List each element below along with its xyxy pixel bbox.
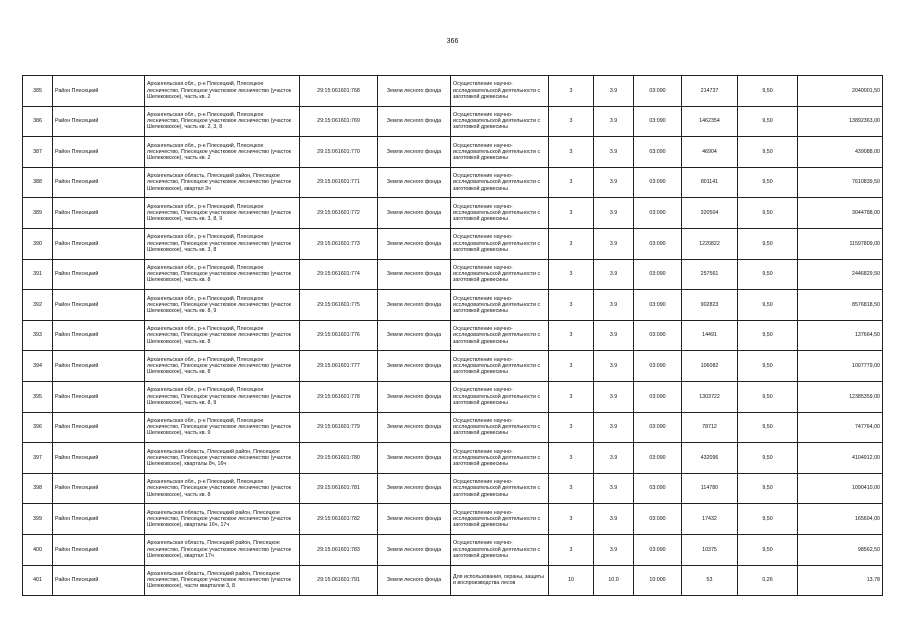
use-code-cell: 03:090 xyxy=(634,473,682,504)
page-number: 366 xyxy=(446,38,459,45)
subgroup-code-cell: 3.9 xyxy=(594,137,634,168)
cadastral-value-cell: 1090410,00 xyxy=(798,473,883,504)
table-row xyxy=(23,351,883,382)
permitted-use-cell: Осуществление научно-исследовательской деятельности с заготовкой древесины xyxy=(451,137,549,168)
area-cell: 14491 xyxy=(682,320,738,351)
rate-cell: 9,50 xyxy=(738,198,798,229)
district-cell: Район Плесецкий xyxy=(53,381,145,412)
group-code-cell: 3 xyxy=(549,137,594,168)
use-code-cell: 03:090 xyxy=(634,412,682,443)
use-code-cell: 03:090 xyxy=(634,76,682,107)
group-code-cell: 3 xyxy=(549,106,594,137)
area-cell: 801141 xyxy=(682,167,738,198)
address-cell: Архангельская обл., р-н Плесецкий, Плесецкое лесничество, Плесецкое участковое лесничество (участок Шелековское), часть кв. 2, 3, 8 xyxy=(145,106,300,137)
cadastral-number-cell: 29:15:061601:769 xyxy=(300,106,378,137)
cadastral-value-cell: 98562,50 xyxy=(798,534,883,565)
address-cell: Архангельская обл., р-н Плесецкий, Плесецкое лесничество, Плесецкое участковое лесничество (участок Шелековское), часть кв. 8 xyxy=(145,473,300,504)
use-code-cell: 03:090 xyxy=(634,443,682,474)
district-cell: Район Плесецкий xyxy=(53,504,145,535)
rate-cell: 9,50 xyxy=(738,504,798,535)
rate-cell: 9,50 xyxy=(738,473,798,504)
area-cell: 902823 xyxy=(682,290,738,321)
group-code-cell: 3 xyxy=(549,473,594,504)
area-cell: 53 xyxy=(682,565,738,596)
district-cell: Район Плесецкий xyxy=(53,473,145,504)
cadastral-value-cell: 8576818,50 xyxy=(798,290,883,321)
land-category-cell: Земли лесного фонда xyxy=(378,167,451,198)
area-cell: 1462354 xyxy=(682,106,738,137)
address-cell: Архангельская обл., р-н Плесецкий, Плесецкое лесничество, Плесецкое участковое лесничество (участок Шелековское), часть кв. 3, 8, 9 xyxy=(145,198,300,229)
district-cell: Район Плесецкий xyxy=(53,137,145,168)
table-row xyxy=(23,534,883,565)
land-category-cell: Земли лесного фонда xyxy=(378,412,451,443)
group-code-cell: 3 xyxy=(549,228,594,259)
rate-cell: 9,50 xyxy=(738,167,798,198)
area-cell: 257561 xyxy=(682,259,738,290)
subgroup-code-cell: 3.9 xyxy=(594,320,634,351)
area-cell: 78712 xyxy=(682,412,738,443)
subgroup-code-cell: 3.9 xyxy=(594,351,634,382)
table-row xyxy=(23,290,883,321)
row-number: 387 xyxy=(23,137,53,168)
row-number: 398 xyxy=(23,473,53,504)
permitted-use-cell: Осуществление научно-исследовательской деятельности с заготовкой древесины xyxy=(451,228,549,259)
cadastral-number-cell: 29:15:061601:771 xyxy=(300,167,378,198)
rate-cell: 9,50 xyxy=(738,290,798,321)
permitted-use-cell: Осуществление научно-исследовательской деятельности с заготовкой древесины xyxy=(451,351,549,382)
cadastral-value-cell: 165604,00 xyxy=(798,504,883,535)
cadastral-number-cell: 29:15:061601:768 xyxy=(300,76,378,107)
cadastral-value-cell: 7610839,50 xyxy=(798,167,883,198)
land-category-cell: Земли лесного фонда xyxy=(378,290,451,321)
cadastral-value-cell: 4104912,00 xyxy=(798,443,883,474)
address-cell: Архангельская обл., р-н Плесецкий, Плесецкое лесничество, Плесецкое участковое лесничество (участок Шелековское), часть кв. 8, 9 xyxy=(145,381,300,412)
rate-cell: 9,50 xyxy=(738,351,798,382)
subgroup-code-cell: 3.9 xyxy=(594,473,634,504)
group-code-cell: 3 xyxy=(549,381,594,412)
use-code-cell: 03:090 xyxy=(634,504,682,535)
rate-cell: 9,50 xyxy=(738,137,798,168)
table-row xyxy=(23,473,883,504)
cadastral-value-cell: 2446829,50 xyxy=(798,259,883,290)
group-code-cell: 3 xyxy=(549,76,594,107)
use-code-cell: 03:090 xyxy=(634,137,682,168)
permitted-use-cell: Осуществление научно-исследовательской деятельности с заготовкой древесины xyxy=(451,198,549,229)
area-cell: 114780 xyxy=(682,473,738,504)
cadastral-number-cell: 29:15:061601:778 xyxy=(300,381,378,412)
permitted-use-cell: Осуществление научно-исследовательской деятельности с заготовкой древесины xyxy=(451,534,549,565)
cadastral-number-cell: 29:15:061601:770 xyxy=(300,137,378,168)
row-number: 399 xyxy=(23,504,53,535)
group-code-cell: 3 xyxy=(549,320,594,351)
table-row xyxy=(23,76,883,107)
address-cell: Архангельская обл., р-н Плесецкий, Плесецкое лесничество, Плесецкое участковое лесничество (участок Шелековское), часть кв. 3, 8 xyxy=(145,228,300,259)
land-category-cell: Земли лесного фонда xyxy=(378,351,451,382)
district-cell: Район Плесецкий xyxy=(53,290,145,321)
permitted-use-cell: Осуществление научно-исследовательской деятельности с заготовкой древесины xyxy=(451,167,549,198)
row-number: 392 xyxy=(23,290,53,321)
group-code-cell: 10 xyxy=(549,565,594,596)
cadastral-value-cell: 137664,50 xyxy=(798,320,883,351)
row-number: 388 xyxy=(23,167,53,198)
cadastral-value-cell: 1007779,00 xyxy=(798,351,883,382)
group-code-cell: 3 xyxy=(549,290,594,321)
address-cell: Архангельская область, Плесецкий район, Плесецкое лесничество, Плесецкое участковое лесничество (участок Шелековское), кварталы 16ч, 17ч xyxy=(145,504,300,535)
rate-cell: 9,50 xyxy=(738,320,798,351)
use-code-cell: 10:000 xyxy=(634,565,682,596)
subgroup-code-cell: 3.9 xyxy=(594,534,634,565)
area-cell: 46904 xyxy=(682,137,738,168)
cadastral-number-cell: 29:15:061601:774 xyxy=(300,259,378,290)
cadastral-number-cell: 29:15:061601:772 xyxy=(300,198,378,229)
rate-cell: 9,50 xyxy=(738,443,798,474)
rate-cell: 9,50 xyxy=(738,412,798,443)
district-cell: Район Плесецкий xyxy=(53,412,145,443)
table-row xyxy=(23,443,883,474)
land-category-cell: Земли лесного фонда xyxy=(378,198,451,229)
area-cell: 432096 xyxy=(682,443,738,474)
area-cell: 214737 xyxy=(682,76,738,107)
permitted-use-cell: Осуществление научно-исследовательской деятельности с заготовкой древесины xyxy=(451,106,549,137)
cadastral-number-cell: 29:15:061601:791 xyxy=(300,565,378,596)
cadastral-value-cell: 747764,00 xyxy=(798,412,883,443)
use-code-cell: 03:090 xyxy=(634,381,682,412)
table-row xyxy=(23,198,883,229)
permitted-use-cell: Осуществление научно-исследовательской деятельности с заготовкой древесины xyxy=(451,76,549,107)
address-cell: Архангельская обл., р-н Плесецкий, Плесецкое лесничество, Плесецкое участковое лесничество (участок Шелековское), часть кв. 8, 9 xyxy=(145,290,300,321)
row-number: 391 xyxy=(23,259,53,290)
cadastral-number-cell: 29:15:061601:776 xyxy=(300,320,378,351)
district-cell: Район Плесецкий xyxy=(53,534,145,565)
row-number: 396 xyxy=(23,412,53,443)
address-cell: Архангельская область, Плесецкий район, Плесецкое лесничество, Плесецкое участковое лесничество (участок Шелековское), квартал 17ч xyxy=(145,534,300,565)
cadastral-value-cell: 439088,00 xyxy=(798,137,883,168)
rate-cell: 9,50 xyxy=(738,76,798,107)
group-code-cell: 3 xyxy=(549,504,594,535)
district-cell: Район Плесецкий xyxy=(53,76,145,107)
subgroup-code-cell: 3.9 xyxy=(594,290,634,321)
use-code-cell: 03:090 xyxy=(634,320,682,351)
land-category-cell: Земли лесного фонда xyxy=(378,381,451,412)
rate-cell: 0,26 xyxy=(738,565,798,596)
table-row xyxy=(23,106,883,137)
land-category-cell: Земли лесного фонда xyxy=(378,228,451,259)
area-cell: 17432 xyxy=(682,504,738,535)
table-row xyxy=(23,412,883,443)
address-cell: Архангельская область, Плесецкий район, Плесецкое лесничество, Плесецкое участковое лесничество (участок Шелековское), кварталы 8ч, 16ч xyxy=(145,443,300,474)
cadastral-number-cell: 29:15:061601:775 xyxy=(300,290,378,321)
address-cell: Архангельская обл., р-н Плесецкий, Плесецкое лесничество, Плесецкое участковое лесничество (участок Шелековское), часть кв. 2 xyxy=(145,76,300,107)
land-category-cell: Земли лесного фонда xyxy=(378,76,451,107)
row-number: 401 xyxy=(23,565,53,596)
address-cell: Архангельская обл., р-н Плесецкий, Плесецкое лесничество, Плесецкое участковое лесничество (участок Шелековское), часть кв. 2 xyxy=(145,137,300,168)
area-cell: 1220822 xyxy=(682,228,738,259)
land-category-cell: Земли лесного фонда xyxy=(378,443,451,474)
table-body xyxy=(23,76,883,596)
address-cell: Архангельская обл., р-н Плесецкий, Плесецкое лесничество, Плесецкое участковое лесничество (участок Шелековское), часть кв. 9 xyxy=(145,412,300,443)
cadastral-value-cell: 12385359,00 xyxy=(798,381,883,412)
use-code-cell: 03:090 xyxy=(634,290,682,321)
permitted-use-cell: Осуществление научно-исследовательской деятельности с заготовкой древесины xyxy=(451,412,549,443)
subgroup-code-cell: 3.9 xyxy=(594,167,634,198)
rate-cell: 9,50 xyxy=(738,534,798,565)
address-cell: Архангельская область, Плесецкий район, Плесецкое лесничество, Плесецкое участковое лесничество (участок Шелековское), квартал 3ч xyxy=(145,167,300,198)
use-code-cell: 03:090 xyxy=(634,167,682,198)
subgroup-code-cell: 3.9 xyxy=(594,412,634,443)
land-category-cell: Земли лесного фонда xyxy=(378,565,451,596)
district-cell: Район Плесецкий xyxy=(53,259,145,290)
use-code-cell: 03:090 xyxy=(634,106,682,137)
use-code-cell: 03:090 xyxy=(634,534,682,565)
group-code-cell: 3 xyxy=(549,198,594,229)
cadastral-number-cell: 29:15:061601:781 xyxy=(300,473,378,504)
table-row xyxy=(23,259,883,290)
use-code-cell: 03:090 xyxy=(634,259,682,290)
cadastral-number-cell: 29:15:061601:773 xyxy=(300,228,378,259)
subgroup-code-cell: 10.0 xyxy=(594,565,634,596)
table-row xyxy=(23,504,883,535)
land-category-cell: Земли лесного фонда xyxy=(378,320,451,351)
permitted-use-cell: Осуществление научно-исследовательской деятельности с заготовкой древесины xyxy=(451,473,549,504)
rate-cell: 9,50 xyxy=(738,259,798,290)
use-code-cell: 03:090 xyxy=(634,228,682,259)
rate-cell: 9,50 xyxy=(738,228,798,259)
group-code-cell: 3 xyxy=(549,443,594,474)
use-code-cell: 03:090 xyxy=(634,198,682,229)
row-number: 386 xyxy=(23,106,53,137)
rate-cell: 9,50 xyxy=(738,106,798,137)
group-code-cell: 3 xyxy=(549,412,594,443)
row-number: 389 xyxy=(23,198,53,229)
land-category-cell: Земли лесного фонда xyxy=(378,504,451,535)
cadastral-value-cell: 11597809,00 xyxy=(798,228,883,259)
row-number: 400 xyxy=(23,534,53,565)
group-code-cell: 3 xyxy=(549,534,594,565)
cadastral-number-cell: 29:15:061601:783 xyxy=(300,534,378,565)
district-cell: Район Плесецкий xyxy=(53,443,145,474)
district-cell: Район Плесецкий xyxy=(53,320,145,351)
permitted-use-cell: Для использования, охраны, защиты и воспроизводства лесов xyxy=(451,565,549,596)
land-category-cell: Земли лесного фонда xyxy=(378,137,451,168)
use-code-cell: 03:090 xyxy=(634,351,682,382)
table-row xyxy=(23,381,883,412)
permitted-use-cell: Осуществление научно-исследовательской деятельности с заготовкой древесины xyxy=(451,259,549,290)
subgroup-code-cell: 3.9 xyxy=(594,381,634,412)
cadastral-number-cell: 29:15:061601:780 xyxy=(300,443,378,474)
permitted-use-cell: Осуществление научно-исследовательской деятельности с заготовкой древесины xyxy=(451,320,549,351)
cadastral-number-cell: 29:15:061601:782 xyxy=(300,504,378,535)
permitted-use-cell: Осуществление научно-исследовательской деятельности с заготовкой древесины xyxy=(451,504,549,535)
row-number: 394 xyxy=(23,351,53,382)
cadastral-value-cell: 2040001,50 xyxy=(798,76,883,107)
row-number: 397 xyxy=(23,443,53,474)
permitted-use-cell: Осуществление научно-исследовательской деятельности с заготовкой древесины xyxy=(451,381,549,412)
address-cell: Архангельская обл., р-н Плесецкий, Плесецкое лесничество, Плесецкое участковое лесничество (участок Шелековское), часть кв. 8 xyxy=(145,320,300,351)
rate-cell: 9,50 xyxy=(738,381,798,412)
address-cell: Архангельская область, Плесецкий район, Плесецкое лесничество, Плесецкое участковое лесничество (участок Шелековское), части кварталов 3, 8 xyxy=(145,565,300,596)
land-category-cell: Земли лесного фонда xyxy=(378,259,451,290)
permitted-use-cell: Осуществление научно-исследовательской деятельности с заготовкой древесины xyxy=(451,443,549,474)
table-row xyxy=(23,137,883,168)
subgroup-code-cell: 3.9 xyxy=(594,443,634,474)
subgroup-code-cell: 3.9 xyxy=(594,76,634,107)
land-category-cell: Земли лесного фонда xyxy=(378,473,451,504)
area-cell: 10375 xyxy=(682,534,738,565)
address-cell: Архангельская обл., р-н Плесецкий, Плесецкое лесничество, Плесецкое участковое лесничество (участок Шелековское), часть кв. 8 xyxy=(145,259,300,290)
table-row xyxy=(23,167,883,198)
land-category-cell: Земли лесного фонда xyxy=(378,106,451,137)
row-number: 395 xyxy=(23,381,53,412)
cadastral-value-cell: 13892363,00 xyxy=(798,106,883,137)
row-number: 393 xyxy=(23,320,53,351)
permitted-use-cell: Осуществление научно-исследовательской деятельности с заготовкой древесины xyxy=(451,290,549,321)
district-cell: Район Плесецкий xyxy=(53,228,145,259)
row-number: 385 xyxy=(23,76,53,107)
area-cell: 106082 xyxy=(682,351,738,382)
cadastral-number-cell: 29:15:061601:777 xyxy=(300,351,378,382)
district-cell: Район Плесецкий xyxy=(53,565,145,596)
land-category-cell: Земли лесного фонда xyxy=(378,534,451,565)
district-cell: Район Плесецкий xyxy=(53,106,145,137)
cadastral-number-cell: 29:15:061601:779 xyxy=(300,412,378,443)
row-number: 390 xyxy=(23,228,53,259)
subgroup-code-cell: 3.9 xyxy=(594,259,634,290)
area-cell: 1303722 xyxy=(682,381,738,412)
group-code-cell: 3 xyxy=(549,167,594,198)
address-cell: Архангельская обл., р-н Плесецкий, Плесецкое лесничество, Плесецкое участковое лесничество (участок Шелековское), часть кв. 8 xyxy=(145,351,300,382)
cadastral-value-cell: 3044788,00 xyxy=(798,198,883,229)
table-row xyxy=(23,565,883,596)
group-code-cell: 3 xyxy=(549,351,594,382)
land-plots-table xyxy=(22,75,883,596)
district-cell: Район Плесецкий xyxy=(53,167,145,198)
group-code-cell: 3 xyxy=(549,259,594,290)
table-row xyxy=(23,320,883,351)
subgroup-code-cell: 3.9 xyxy=(594,106,634,137)
subgroup-code-cell: 3.9 xyxy=(594,198,634,229)
area-cell: 320504 xyxy=(682,198,738,229)
district-cell: Район Плесецкий xyxy=(53,351,145,382)
table-row xyxy=(23,228,883,259)
cadastral-value-cell: 13,78 xyxy=(798,565,883,596)
subgroup-code-cell: 3.9 xyxy=(594,228,634,259)
subgroup-code-cell: 3.9 xyxy=(594,504,634,535)
district-cell: Район Плесецкий xyxy=(53,198,145,229)
